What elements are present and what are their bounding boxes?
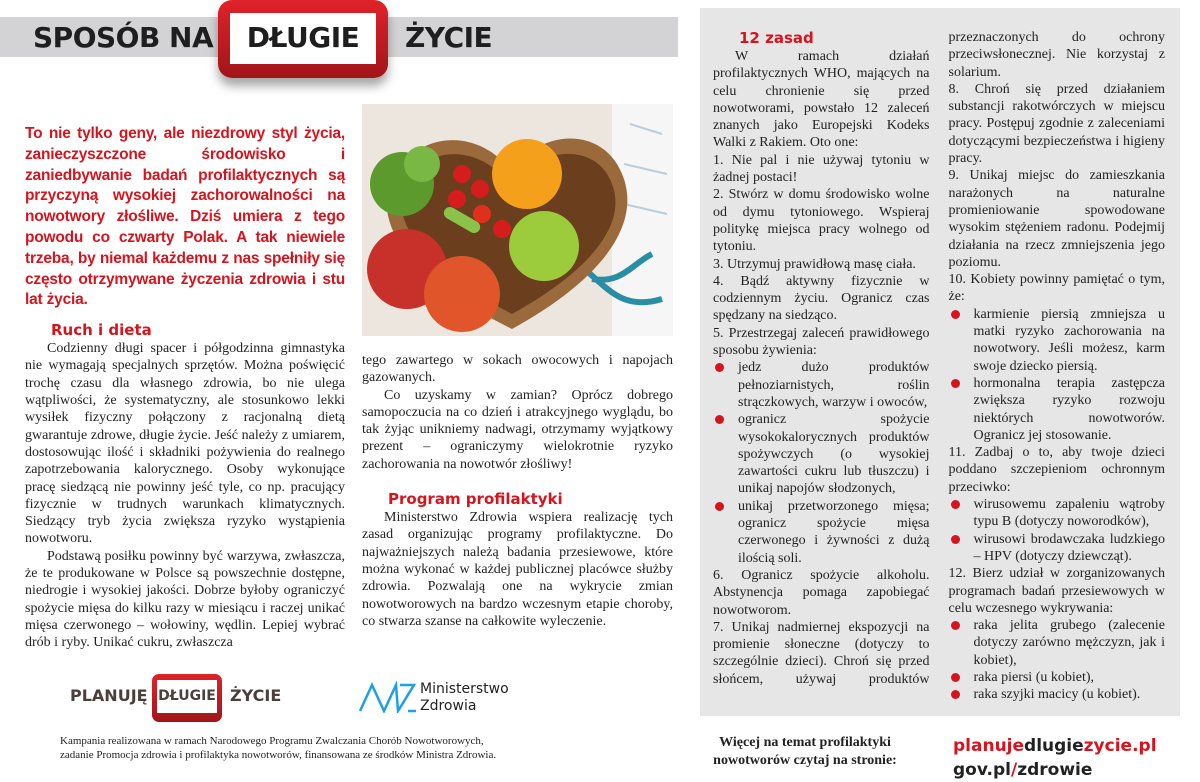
logo-text: PLANUJĘ	[70, 685, 148, 705]
fruit-heart-photo	[362, 104, 673, 336]
ministry-line: Zdrowia	[420, 697, 477, 714]
ministry-logo-icon	[358, 681, 418, 713]
left-page	[25, 124, 673, 766]
list-item: wirusowemu zapaleniu wątroby typu B (dotyczy noworodków),	[949, 496, 1166, 531]
rule: 10. Kobiety powinny pamiętać o tym, że:	[948, 272, 1165, 305]
rule: 6. Ogranicz spożycie alkoholu. Abstynencja pomaga zapobiegać nowotworom.	[713, 567, 930, 618]
rule-11-list	[949, 496, 1166, 565]
title-part2: ŻYCIE	[405, 21, 493, 54]
url-part: gov.pl	[953, 759, 1011, 780]
rules-heading: 12 zasad	[739, 29, 814, 47]
campaign-line: Kampania realizowana w ramach Narodowego Programu Zwalczania Chorób Nowotworowych,	[60, 734, 484, 747]
ministry-logo-text	[420, 681, 509, 715]
lead-text: To nie tylko geny, ale niezdrowy styl życia, zanieczyszczone środowisko i zaniedbywanie badań profilaktycznych są przyczyną wysokiej zachorowalności na nowotwory złośliwe. Dziś umiera z tego powodu co czwarty Polak. A tak niewiele trzeba, by niemal każdemu z nas spełniły się często otrzymywane życzenia zdrowia i stu lat życia.	[25, 125, 345, 309]
website-link-gov[interactable]	[953, 758, 1157, 782]
rule: 8. Chroń się przed działaniem substancji rakotwórczych w miejscu pracy. Postępuj zgodnie z zaleceniami dotyczącymi bezpieczeństwa i higieny pracy.	[948, 81, 1165, 167]
rules-box	[700, 8, 1180, 716]
rule: 3. Utrzymuj prawidłową masę ciała.	[713, 256, 916, 272]
list-item: karmienie piersią zmniejsza u matki ryzyko zachorowania na nowotwory. Jeśli możesz, karm swoje dziecko piersią.	[949, 306, 1166, 375]
rules-columns	[713, 29, 1165, 704]
more-info-row	[700, 734, 1180, 782]
rule-10-list	[949, 306, 1166, 444]
rules-intro: W ramach działań profilaktycznych WHO, mających na celu chronienie się przed nowotworami, powstało 12 zaleceń znanych jako Europejski Kodeks Walki z Rakiem. Oto one:	[713, 49, 930, 151]
list-item: ogranicz spożycie wysokokalorycznych produktów spożywczych (o wysokiej zawartości cukru lub tłuszczu) i unikaj napojów słodzonych,	[713, 411, 930, 497]
url-part: dlugie	[1024, 735, 1084, 756]
logo-badge-text: DŁUGIE	[157, 680, 217, 713]
url-part: planuje	[953, 735, 1025, 756]
list-item: jedz dużo produktów pełnoziarnistych, roślin strączkowych, warzyw i owoców,	[713, 359, 930, 411]
planuje-dlugie-zycie-logo	[70, 674, 300, 724]
list-item: raka piersi (u kobiet),	[949, 669, 1166, 686]
paragraph: Ministerstwo Zdrowia wspiera realizację tych zasad organizując programy profilaktyczne. Do najważniejszych należą badania przesiewowe, które można wykonać w każdej publicznej placówce służby zdrowia. Pozwalają one na wykrycie zmian nowotworowych na bardzo wczesnym etapie choroby, co stwarza szanse na całkowite wyleczenie.	[362, 510, 673, 629]
right-page	[700, 8, 1180, 782]
logo-text: ŻYCIE	[230, 685, 282, 705]
title-part1: SPOSÓB NA	[33, 21, 214, 54]
column-2	[362, 104, 673, 630]
list-item: raka jelita grubego (zalecenie dotyczy zarówno mężczyzn, jak i kobiet),	[949, 617, 1166, 669]
rule: 7. Unikaj nadmiernej ekspozycji na promienie słoneczne (dotyczy to szczególnie dzieci). Chroń się przed słońcem, używaj produktów przeznaczonych do ochrony przeciwsłonecznej. Nie korzystaj z solarium.	[713, 30, 1165, 687]
rule: 2. Stwórz w domu środowisko wolne od dymu tytoniowego. Wspieraj politykę miejsca pracy wolnego od tytoniu.	[713, 187, 930, 255]
website-links	[953, 734, 1157, 782]
rule: 9. Unikaj miejsc do zamieszkania narażonych na naturalne promieniowanie spowodowane wysokim stężeniem radonu. Podejmij działania na rzecz zmniejszenia jego poziomu.	[948, 168, 1165, 270]
ministry-line: Ministerstwo	[420, 680, 509, 697]
logo-badge	[152, 674, 222, 722]
list-item: unikaj przetworzonego mięsa; ogranicz spożycie mięsa czerwonego i żywności z dużą ilością soli.	[713, 498, 930, 567]
section-heading: Ruch i dieta	[51, 321, 152, 340]
list-item: raka szyjki macicy (u kobiet).	[949, 686, 1166, 703]
more-line: Więcej na temat profilaktyki	[719, 734, 891, 750]
paragraph: tego zawartego w sokach owocowych i napojach gazowanych.	[362, 353, 673, 386]
section-heading: Program profilaktyki	[388, 490, 563, 509]
title-badge-text: DŁUGIE	[230, 13, 376, 64]
url-part: zdrowie	[1017, 759, 1093, 780]
more-line: nowotworów czytaj na stronie:	[713, 752, 897, 768]
rule: 1. Nie pal i nie używaj tytoniu w żadnej postaci!	[713, 152, 930, 186]
rule: 12. Bierz udział w zorganizowanych programach badań przesiewowych w celu wczesnego wykrywania:	[948, 566, 1165, 616]
rule: 5. Przestrzegaj zaleceń prawidłowego sposobu żywienia:	[713, 325, 930, 359]
paragraph: Codzienny długi spacer i półgodzinna gimnastyka nie wymagają specjalnych sprzętów. Można poświęcić trochę czasu dla własnego zdrowia, bo nie ulega wątpliwości, że systematyczny, ale stosunkowo lekki wysiłek fizyczny połączony z racjonalną dietą gwarantuje zdrowe, długie życie. Jeść należy z umiarem, dostosowując ilość i składniki pożywienia do realnego zapotrzebowania kalorycznego. Osoby wykonujące pracę siedzącą nie powinny jeść tyle, co np. pracujący fizycznie w trudnych warunkach klimatycznych. Siedzący tryb życia zwiększa ryzyko wystąpienia nowotworu.	[25, 341, 345, 547]
footer	[25, 674, 673, 766]
rule-12-list	[949, 617, 1166, 703]
url-part: zycie.pl	[1083, 735, 1157, 756]
campaign-line: zadanie Promocja zdrowia i profilaktyka nowotworów, finansowana ze środków Ministra Zdrowia.	[60, 748, 497, 761]
list-item: wirusowi brodawczaka ludzkiego – HPV (dotyczy dziewcząt).	[949, 531, 1166, 566]
more-info-text	[700, 734, 910, 770]
website-link-planuje[interactable]	[953, 734, 1157, 758]
title-badge	[218, 0, 388, 78]
paragraph: Podstawą posiłku powinny być warzywa, zwłaszcza, że te produkowane w Polsce są powszechnie dostępne, niedrogie i wysokiej jakości. Dobrze byłoby ograniczyć spożycie mięsa do kilku razy w miesiącu i raczej unikać mięsa czerwonego – wołowiny, wędlin. Lepiej wybrać drób i ryby. Unikać cukru, zwłaszcza	[25, 548, 345, 651]
rule: 11. Zadbaj o to, aby twoje dzieci poddano szczepieniom ochronnym przeciwko:	[948, 445, 1165, 495]
list-item: hormonalna terapia zastępcza zwiększa ryzyko rozwoju niektórych nowotworów. Ogranicz jej stosowanie.	[949, 375, 1166, 444]
column-1	[25, 124, 345, 652]
rule: 4. Bądź aktywny fizycznie w codziennym życiu. Ogranicz czas spędzany na siedząco.	[713, 273, 930, 324]
rule-5-list	[713, 359, 930, 567]
url-part: /	[1011, 759, 1018, 780]
paragraph: Co uzyskamy w zamian? Oprócz dobrego samopoczucia na co dzień i atrakcyjnego wyglądu, bo tak żyjąc unikniemy nadwagi, otrzymamy wyjątkowy prezent – ograniczymy wielokrotnie ryzyko zachorowania na nowotwór złośliwy!	[362, 387, 673, 472]
